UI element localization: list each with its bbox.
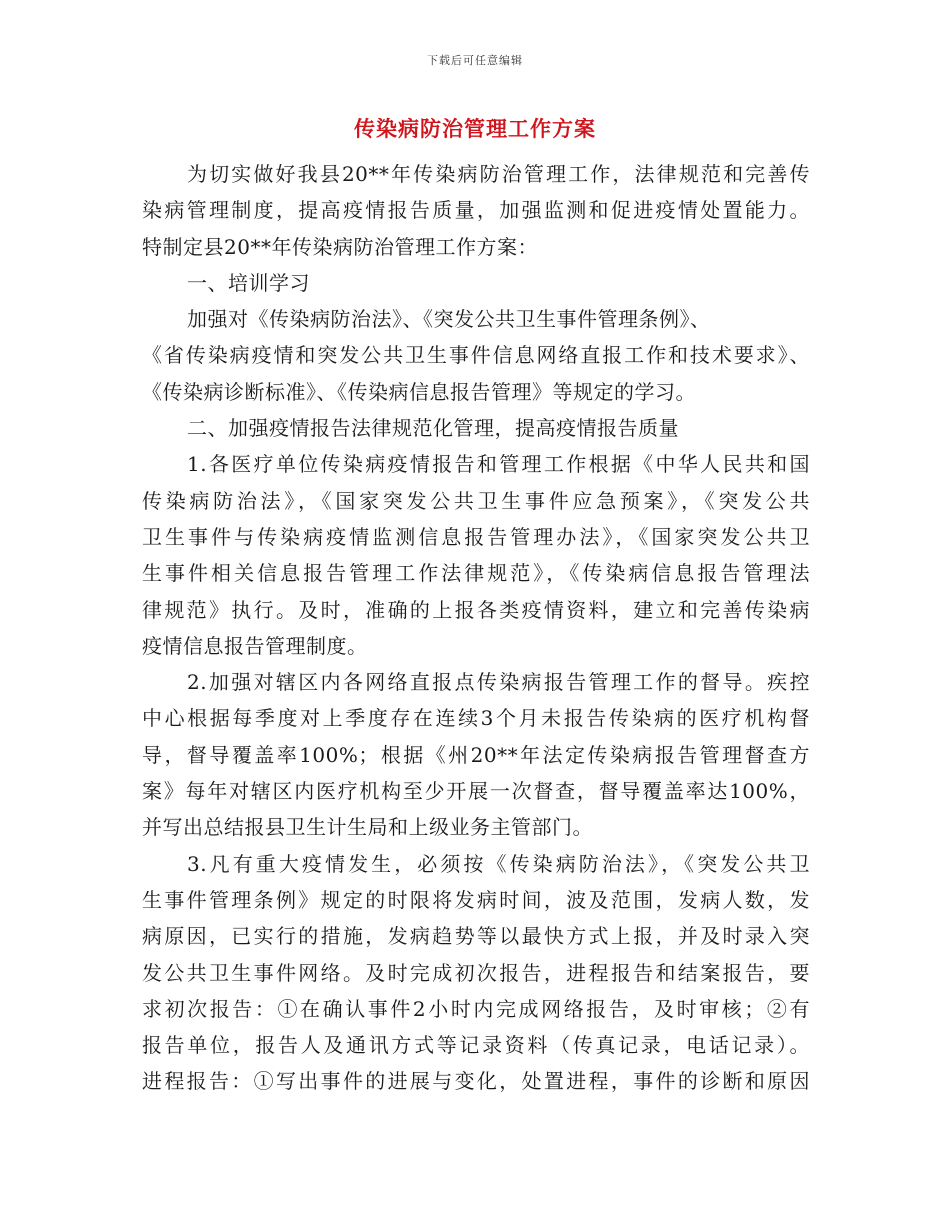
body-line: 导，督导覆盖率100%；根据《州20**年法定传染病报告管理督查方 [142,742,810,767]
body-line: 并写出总结报县卫生计生局和上级业务主管部门。 [142,815,593,840]
body-line: 2.加强对辖区内各网络直报点传染病报告管理工作的督导。疾控 [187,670,810,695]
body-line: 案》每年对辖区内医疗机构至少开展一次督查，督导覆盖率达100%， [142,779,810,804]
body-line: 生事件相关信息报告管理工作法律规范》，《传染病信息报告管理法 [142,561,810,586]
document-body [142,156,810,1100]
body-line: 为切实做好我县20**年传染病防治管理工作，法律规范和完善传 [187,162,810,186]
body-line: 卫生事件与传染病疫情监测信息报告管理办法》，《国家突发公共卫 [142,524,810,549]
body-line: 进程报告：①写出事件的进展与变化，处置进程，事件的诊断和原因 [142,1069,810,1094]
body-line: 1.各医疗单位传染病疫情报告和管理工作根据《中华人民共和国 [187,452,810,477]
body-line: 疫情信息报告管理制度。 [142,633,368,658]
body-line: 加强对《传染病防治法》、《突发公共卫生事件管理条例》、 [187,307,711,332]
body-line: 一、培训学习 [187,270,310,295]
body-line: 特制定县20**年传染病防治管理工作方案： [142,234,538,259]
body-line: 二、加强疫情报告法律规范化管理，提高疫情报告质量 [187,416,679,441]
body-line: 求初次报告：①在确认事件2小时内完成网络报告，及时审核；②有 [142,996,810,1021]
body-line: 中心根据每季度对上季度存在连续3个月未报告传染病的医疗机构督 [142,706,810,731]
body-line: 生事件管理条例》规定的时限将发病时间，波及范围，发病人数，发 [142,887,810,912]
body-line: 发公共卫生事件网络。及时完成初次报告，进程报告和结案报告，要 [142,960,810,985]
body-line: 病原因，已实行的措施，发病趋势等以最快方式上报，并及时录入突 [142,924,810,949]
body-line: 律规范》执行。及时，准确的上报各类疫情资料，建立和完善传染病 [142,597,810,622]
body-line: 《省传染病疫情和突发公共卫生事件信息网络直报工作和技术要求》、 [142,343,810,368]
header-note: 下载后可任意编辑 [427,54,523,67]
document-title: 传染病防治管理工作方案 [354,116,596,141]
body-line: 3.凡有重大疫情发生，必须按《传染病防治法》，《突发公共卫 [187,851,810,876]
body-line: 染病管理制度，提高疫情报告质量，加强监测和促进疫情处置能力。 [142,198,810,223]
body-line: 《传染病诊断标准》、《传染病信息报告管理》等规定的学习。 [142,379,696,404]
body-line: 传染病防治法》，《国家突发公共卫生事件应急预案》，《突发公共 [142,488,810,513]
body-line: 报告单位，报告人及通讯方式等记录资料（传真记录，电话记录）。 [142,1033,810,1058]
